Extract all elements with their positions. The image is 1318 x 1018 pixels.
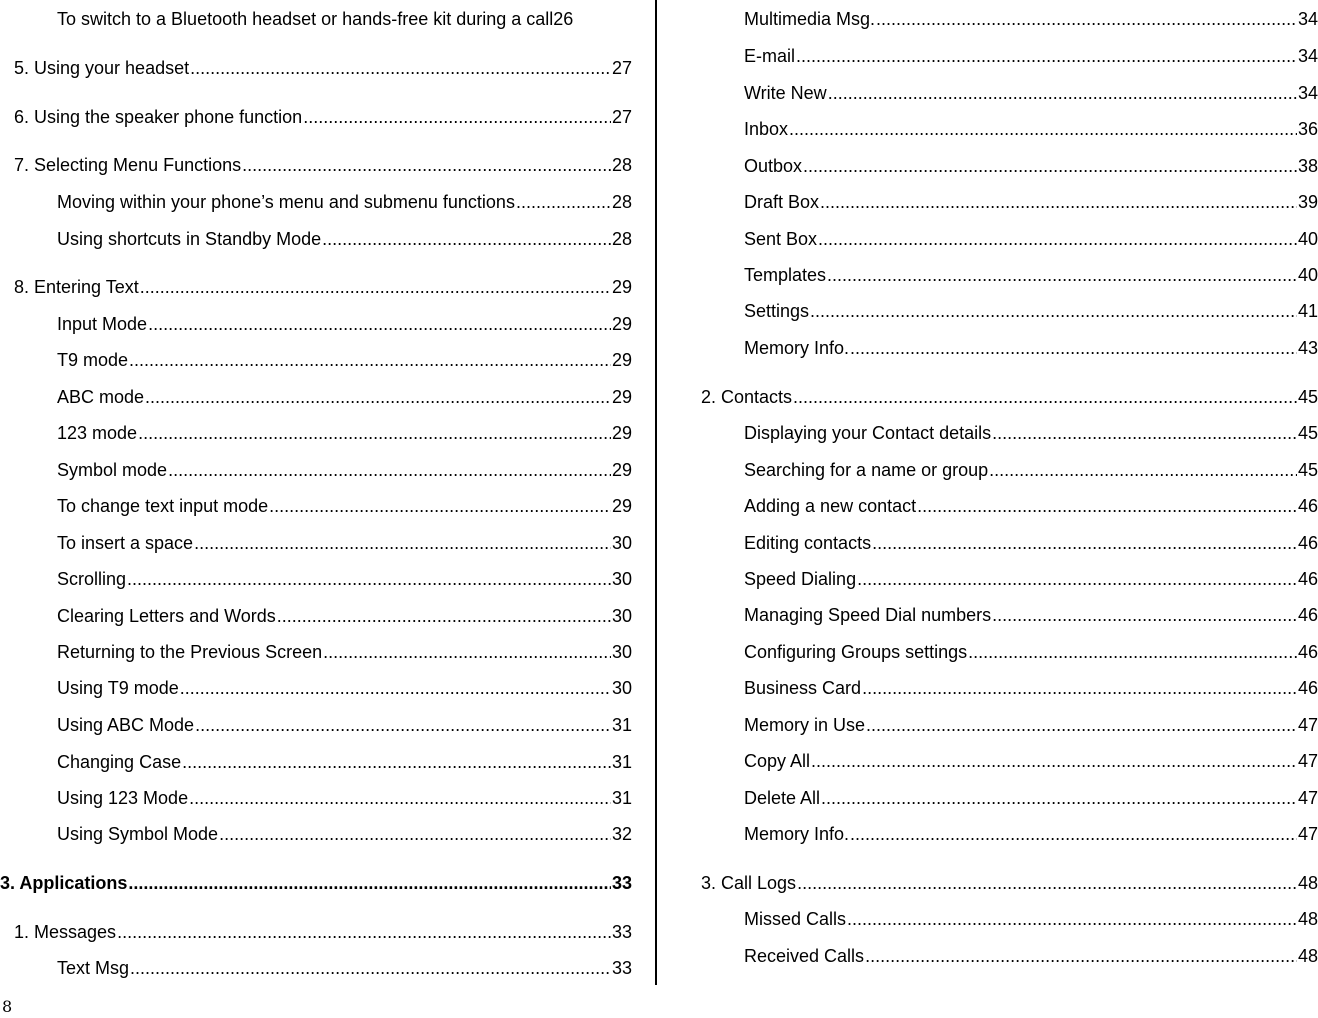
dot-leader (269, 495, 611, 517)
toc-entry-title: 8. Entering Text (14, 277, 139, 297)
dot-leader (303, 106, 611, 128)
toc-entry-title: Searching for a name or group (744, 460, 989, 480)
dot-leader (140, 276, 611, 298)
toc-entry-title: Returning to the Previous Screen (57, 642, 323, 662)
toc-entry-page: 29 (611, 314, 632, 334)
toc-entry[interactable] (700, 264, 1318, 286)
dot-leader (968, 641, 1297, 663)
toc-entry[interactable] (0, 313, 632, 335)
toc-entry-page: 40 (1297, 265, 1318, 285)
toc-entry[interactable] (0, 154, 632, 176)
toc-entry-title: Using ABC Mode (57, 715, 195, 735)
dot-leader (182, 751, 611, 773)
dot-leader (803, 155, 1297, 177)
toc-entry-title: Configuring Groups settings (744, 642, 968, 662)
toc-entry-page: 41 (1297, 301, 1318, 321)
dot-leader (117, 921, 611, 943)
toc-entry-title: Draft Box (744, 192, 820, 212)
toc-entry-title: Editing contacts (744, 533, 872, 553)
dot-leader (850, 823, 1297, 845)
toc-entry-title: Multimedia Msg. (744, 9, 876, 29)
toc-entry[interactable] (0, 641, 632, 663)
toc-entry-title: 6. Using the speaker phone function (14, 107, 303, 127)
dot-leader (828, 82, 1297, 104)
dot-leader (872, 532, 1297, 554)
toc-entry-page: 27 (611, 58, 632, 78)
toc-entry-page: 30 (611, 642, 632, 662)
toc-entry-title: Memory Info. (744, 338, 850, 358)
dot-leader (168, 459, 611, 481)
toc-entry[interactable] (700, 300, 1318, 322)
dot-leader (818, 228, 1297, 250)
toc-entry-page: 31 (611, 788, 632, 808)
toc-entry-title: Symbol mode (57, 460, 168, 480)
dot-leader (190, 57, 611, 79)
dot-leader (992, 422, 1297, 444)
dot-leader (322, 228, 611, 250)
dot-leader (796, 45, 1297, 67)
toc-entry-title: Outbox (744, 156, 803, 176)
toc-entry[interactable] (0, 532, 632, 554)
toc-entry-page: 31 (611, 715, 632, 735)
toc-entry[interactable] (0, 957, 632, 979)
toc-entry[interactable] (700, 45, 1318, 67)
toc-entry[interactable] (700, 872, 1318, 894)
toc-entry-title: Managing Speed Dial numbers (744, 605, 992, 625)
dot-leader (242, 154, 611, 176)
dot-leader (810, 300, 1297, 322)
toc-entry-page: 48 (1297, 909, 1318, 929)
toc-entry-page: 36 (1297, 119, 1318, 139)
toc-entry[interactable] (700, 386, 1318, 408)
toc-entry-title: Business Card (744, 678, 862, 698)
toc-entry-page: 45 (1297, 423, 1318, 443)
toc-entry-title: 3. Call Logs (701, 873, 797, 893)
toc-entry-title: Copy All (744, 751, 811, 771)
toc-entry-title: Using shortcuts in Standby Mode (57, 229, 322, 249)
toc-entry[interactable] (700, 532, 1318, 554)
toc-entry-title: 2. Contacts (701, 387, 793, 407)
toc-entry-page: 46 (1297, 496, 1318, 516)
dot-leader (145, 386, 611, 408)
toc-entry[interactable] (0, 386, 632, 408)
toc-entry-title: Received Calls (744, 946, 865, 966)
toc-entry-title: To change text input mode (57, 496, 269, 516)
toc-entry-title: Input Mode (57, 314, 148, 334)
toc-entry-title: Memory Info. (744, 824, 850, 844)
toc-entry[interactable] (700, 641, 1318, 663)
dot-leader (992, 604, 1297, 626)
toc-entry-title: Using T9 mode (57, 678, 179, 698)
toc-entry[interactable] (0, 921, 632, 943)
toc-entry[interactable] (0, 349, 632, 371)
dot-leader (219, 823, 611, 845)
toc-entry-title: Using Symbol Mode (57, 824, 219, 844)
toc-entry-title: Scrolling (57, 569, 127, 589)
toc-entry-title: Write New (744, 83, 827, 103)
dot-leader (127, 568, 611, 590)
dot-leader (862, 677, 1297, 699)
toc-entry-title: Missed Calls (744, 909, 847, 929)
dot-leader (130, 957, 611, 979)
toc-entry[interactable] (0, 605, 632, 627)
toc-entry-page: 29 (611, 496, 632, 516)
toc-entry[interactable] (700, 228, 1318, 250)
dot-leader (516, 191, 611, 213)
toc-entry[interactable] (0, 495, 632, 517)
toc-entry[interactable] (700, 908, 1318, 930)
toc-entry-page: 33 (611, 922, 632, 942)
dot-leader (857, 568, 1297, 590)
toc-entry-page: 46 (1297, 678, 1318, 698)
dot-leader (323, 641, 611, 663)
toc-entry-page: 47 (1297, 824, 1318, 844)
toc-entry-title: 5. Using your headset (14, 58, 190, 78)
toc-entry-page: 46 (1297, 642, 1318, 662)
toc-entry[interactable] (700, 787, 1318, 809)
toc-entry-title: Templates (744, 265, 827, 285)
toc-entry-title: Inbox (744, 119, 789, 139)
toc-entry-page: 40 (1297, 229, 1318, 249)
dot-leader (989, 459, 1297, 481)
dot-leader (138, 422, 611, 444)
toc-entry-title: E-mail (744, 46, 796, 66)
dot-leader (789, 118, 1297, 140)
toc-entry[interactable] (0, 422, 632, 444)
toc-entry-page: 29 (611, 387, 632, 407)
toc-entry-title: Clearing Letters and Words (57, 606, 276, 626)
dot-leader (189, 787, 611, 809)
toc-entry-page: 45 (1297, 387, 1318, 407)
toc-entry-page: 30 (611, 606, 632, 626)
dot-leader (195, 714, 611, 736)
toc-entry[interactable] (700, 8, 1318, 30)
toc-entry-page: 29 (611, 460, 632, 480)
dot-leader (180, 677, 611, 699)
toc-entry-page: 30 (611, 569, 632, 589)
toc-entry[interactable] (700, 604, 1318, 626)
toc-entry[interactable] (0, 568, 632, 590)
toc-entry-title: 7. Selecting Menu Functions (14, 155, 242, 175)
dot-leader (917, 495, 1297, 517)
toc-entry[interactable] (0, 228, 632, 250)
toc-entry-page: 38 (1297, 156, 1318, 176)
toc-entry-page: 29 (611, 423, 632, 443)
toc-entry-page: 34 (1297, 83, 1318, 103)
toc-entry-title: Moving within your phone’s menu and submenu functions (57, 192, 515, 212)
toc-entry-page: 48 (1297, 946, 1318, 966)
dot-leader (876, 8, 1297, 30)
toc-entry[interactable] (700, 82, 1318, 104)
toc-entry[interactable] (700, 337, 1318, 359)
toc-entry-page: 46 (1297, 569, 1318, 589)
toc-entry[interactable] (700, 155, 1318, 177)
toc-entry-page: 26 (553, 9, 574, 29)
toc-entry-title: 123 mode (57, 423, 138, 443)
toc-entry-page: 28 (611, 229, 632, 249)
toc-entry-title: Memory in Use (744, 715, 866, 735)
toc-entry-page: 39 (1297, 192, 1318, 212)
toc-entry-title: Text Msg (57, 958, 130, 978)
column-divider (655, 0, 657, 985)
toc-entry-title: T9 mode (57, 350, 129, 370)
toc-entry-title: Speed Dialing (744, 569, 857, 589)
dot-leader (821, 787, 1297, 809)
toc-entry-page: 45 (1297, 460, 1318, 480)
dot-leader (148, 313, 611, 335)
toc-entry-page: 47 (1297, 715, 1318, 735)
toc-entry[interactable] (0, 787, 632, 809)
toc-entry-title: Using 123 Mode (57, 788, 189, 808)
dot-leader (827, 264, 1297, 286)
toc-entry-page: 33 (611, 958, 632, 978)
toc-entry-title: Changing Case (57, 752, 182, 772)
toc-entry-page: 29 (611, 277, 632, 297)
toc-entry-page: 28 (611, 192, 632, 212)
dot-leader (129, 349, 611, 371)
toc-entry[interactable] (0, 677, 632, 699)
toc-entry-page: 48 (1297, 873, 1318, 893)
toc-entry-page: 32 (611, 824, 632, 844)
toc-entry[interactable] (700, 714, 1318, 736)
toc-entry-page: 43 (1297, 338, 1318, 358)
toc-entry[interactable] (700, 568, 1318, 590)
dot-leader (793, 386, 1297, 408)
toc-entry-title: To switch to a Bluetooth headset or hands-free kit during a call (57, 9, 554, 29)
toc-entry-title: ABC mode (57, 387, 145, 407)
dot-leader (194, 532, 611, 554)
toc-entry[interactable] (0, 276, 632, 298)
toc-entry[interactable] (0, 714, 632, 736)
toc-entry-page: 30 (611, 678, 632, 698)
toc-entry-page: 29 (611, 350, 632, 370)
toc-entry[interactable] (0, 751, 632, 773)
dot-leader (820, 191, 1297, 213)
dot-leader (866, 714, 1297, 736)
toc-entry[interactable] (0, 106, 632, 128)
toc-entry-title: Displaying your Contact details (744, 423, 992, 443)
toc-entry[interactable] (700, 422, 1318, 444)
dot-leader (865, 945, 1297, 967)
toc-entry-page: 27 (611, 107, 632, 127)
page-number: 8 (2, 997, 13, 1016)
toc-entry[interactable] (700, 750, 1318, 772)
toc-entry[interactable] (0, 459, 632, 481)
toc-entry-page: 34 (1297, 9, 1318, 29)
toc-entry[interactable] (700, 495, 1318, 517)
toc-entry-page: 46 (1297, 605, 1318, 625)
toc-entry-title: Delete All (744, 788, 821, 808)
toc-entry[interactable] (0, 872, 632, 894)
toc-entry-title: Sent Box (744, 229, 818, 249)
toc-entry[interactable] (700, 945, 1318, 967)
toc-entry-page: 47 (1297, 751, 1318, 771)
toc-entry[interactable] (0, 57, 632, 79)
dot-leader (847, 908, 1297, 930)
dot-leader (128, 872, 611, 894)
toc-entry-title: Adding a new contact (744, 496, 917, 516)
toc-entry-page: 30 (611, 533, 632, 553)
dot-leader (277, 605, 611, 627)
toc-entry-page: 33 (611, 873, 632, 893)
toc-entry[interactable] (700, 677, 1318, 699)
toc-entry-title: Settings (744, 301, 810, 321)
toc-entry-title: 1. Messages (14, 922, 117, 942)
toc-entry-page: 31 (611, 752, 632, 772)
dot-leader (850, 337, 1297, 359)
dot-leader (811, 750, 1297, 772)
toc-entry[interactable] (700, 823, 1318, 845)
toc-entry[interactable] (0, 191, 632, 213)
toc-entry-title: To insert a space (57, 533, 194, 553)
toc-entry-page: 28 (611, 155, 632, 175)
toc-entry-page: 47 (1297, 788, 1318, 808)
toc-entry-title: 3. Applications (0, 873, 128, 893)
toc-entry[interactable] (700, 191, 1318, 213)
dot-leader (797, 872, 1297, 894)
toc-entry[interactable] (700, 118, 1318, 140)
toc-entry[interactable] (700, 459, 1318, 481)
toc-entry[interactable] (0, 8, 638, 30)
toc-entry-page: 34 (1297, 46, 1318, 66)
toc-entry[interactable] (0, 823, 632, 845)
toc-entry-page: 46 (1297, 533, 1318, 553)
